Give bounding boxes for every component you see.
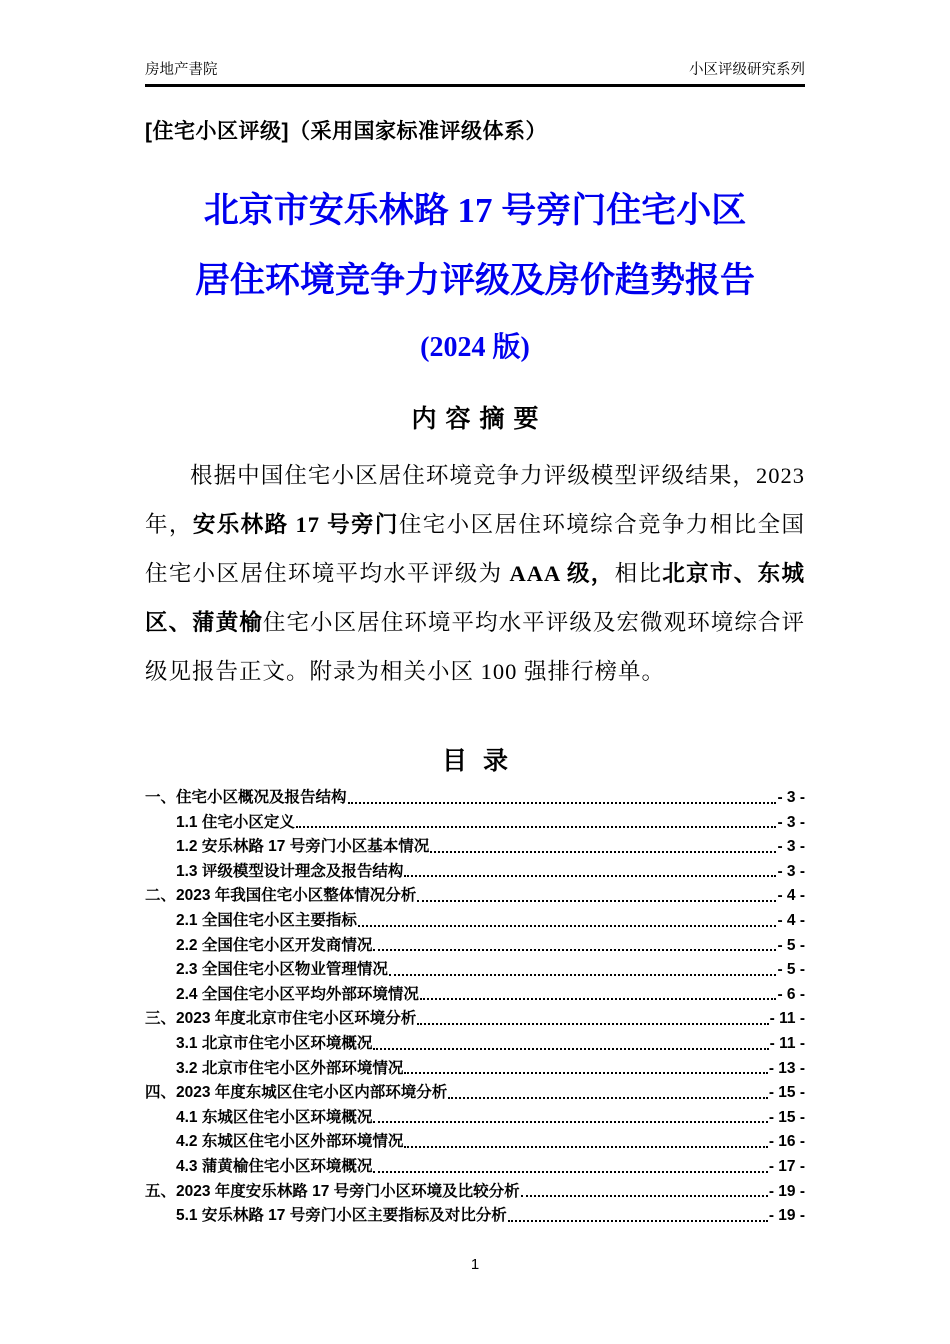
toc-entry[interactable]	[145, 1056, 805, 1081]
toc-entry[interactable]	[145, 1031, 805, 1056]
toc-entry-label: 2.3 全国住宅小区物业管理情况	[176, 961, 388, 979]
toc-entry-label: 五、2023 年度安乐林路 17 号旁门小区环境及比较分析	[145, 1182, 520, 1200]
classification-note: [住宅小区评级]（采用国家标准评级体系）	[145, 120, 547, 143]
toc-entry-label: 二、2023 年我国住宅小区整体情况分析	[145, 887, 417, 905]
toc-entry[interactable]	[145, 1154, 805, 1179]
toc-entry-page: - 11 -	[769, 1034, 805, 1052]
toc-entry[interactable]	[145, 1105, 805, 1130]
toc-leader-dots	[417, 900, 776, 902]
toc-entry-label: 3.1 北京市住宅小区环境概况	[176, 1034, 373, 1052]
abstract-text-bold: 安乐林路 17 号旁门	[192, 512, 399, 537]
toc-entry-page: - 5 -	[777, 936, 805, 954]
toc-leader-dots	[404, 875, 776, 877]
report-edition: (2024 版)	[420, 332, 530, 363]
toc-leader-dots	[521, 1195, 768, 1197]
abstract-text-bold: AAA 级，	[509, 561, 615, 586]
running-header	[145, 58, 805, 87]
toc-entry[interactable]	[145, 1080, 805, 1105]
toc-leader-dots	[508, 1220, 768, 1222]
abstract-text: 住宅小区居住环境平均水平评级及宏微观环境综合评级见报告正文。附录为相关小区 100 强排行榜单。	[145, 610, 805, 684]
toc-entry[interactable]	[145, 1203, 805, 1228]
toc-entry-page: - 16 -	[768, 1133, 805, 1151]
toc-leader-dots	[420, 998, 777, 1000]
toc-entry-page: - 3 -	[777, 813, 805, 831]
toc-entry-page: - 5 -	[777, 961, 805, 979]
page-number: 1	[470, 1256, 480, 1273]
title-block	[145, 189, 805, 367]
toc-entry[interactable]	[145, 933, 805, 958]
toc-entry-label: 1.2 安乐林路 17 号旁门小区基本情况	[176, 838, 430, 856]
abstract-text-bold: 北京市、东城区、蒲黄榆	[145, 561, 805, 635]
toc-entry-page: - 4 -	[777, 887, 805, 905]
toc-entry-label: 2.4 全国住宅小区平均外部环境情况	[176, 985, 419, 1003]
toc-entry-label: 一、住宅小区概况及报告结构	[145, 789, 347, 806]
toc-entry-page: - 13 -	[768, 1059, 805, 1077]
toc-entry-page: - 6 -	[777, 985, 805, 1003]
toc-entry-label: 2.1 全国住宅小区主要指标	[176, 911, 357, 929]
toc-leader-dots	[373, 949, 776, 951]
toc-leader-dots	[448, 1097, 768, 1099]
toc-entry[interactable]	[145, 785, 805, 810]
toc-entry-page: - 11 -	[769, 1010, 805, 1028]
header-right-text: 小区评级研究系列	[689, 62, 805, 78]
toc-leader-dots	[358, 925, 777, 927]
toc-leader-dots	[348, 802, 777, 804]
toc-entry-page: - 19 -	[768, 1182, 805, 1200]
toc-leader-dots	[373, 1048, 768, 1050]
toc-heading: 目录	[441, 747, 524, 775]
toc-leader-dots	[389, 974, 777, 976]
abstract-text: 根据中国住宅小区居住环境竞争力评级模型评级结果，2023 年，	[145, 463, 805, 537]
toc-leader-dots	[373, 1171, 767, 1173]
toc-entry-page: - 3 -	[777, 838, 805, 856]
toc-entry[interactable]	[145, 908, 805, 933]
toc-leader-dots	[430, 851, 776, 853]
toc-entry[interactable]	[145, 859, 805, 884]
toc-entry[interactable]	[145, 1006, 805, 1031]
toc-entry-page: - 19 -	[768, 1207, 805, 1225]
toc-entry-label: 三、2023 年度北京市住宅小区环境分析	[145, 1010, 417, 1028]
toc-leader-dots	[417, 1023, 768, 1025]
toc-leader-dots	[404, 1072, 767, 1074]
toc-entry[interactable]	[145, 883, 805, 908]
toc-entry-label: 4.1 东城区住宅小区环境概况	[176, 1108, 373, 1126]
toc-entry[interactable]	[145, 957, 805, 982]
toc-entry-page: - 15 -	[768, 1084, 805, 1102]
toc-entry-page: - 15 -	[768, 1108, 805, 1126]
toc-entry[interactable]	[145, 834, 805, 859]
toc-list	[145, 785, 805, 1228]
toc-entry-page: - 3 -	[777, 789, 805, 806]
toc-leader-dots	[296, 826, 777, 828]
abstract-paragraph	[145, 451, 805, 696]
toc-entry-label: 3.2 北京市住宅小区外部环境情况	[176, 1059, 404, 1077]
toc-entry[interactable]	[145, 810, 805, 835]
toc-entry-label: 4.2 东城区住宅小区外部环境情况	[176, 1133, 404, 1151]
toc-entry[interactable]	[145, 1129, 805, 1154]
abstract-heading: 内容摘要	[411, 405, 548, 433]
toc-entry-label: 4.3 蒲黄榆住宅小区环境概况	[176, 1157, 373, 1175]
toc-entry-label: 2.2 全国住宅小区开发商情况	[176, 936, 373, 954]
report-title-line-1: 北京市安乐林路 17 号旁门住宅小区	[203, 191, 747, 230]
toc-entry-page: - 3 -	[777, 862, 805, 880]
toc-entry[interactable]	[145, 982, 805, 1007]
toc-leader-dots	[373, 1121, 767, 1123]
abstract-text: 住宅小区居住环境综合竞争力相比全国住宅小区居住环境平均水平评级为	[145, 512, 805, 586]
report-title-line-2: 居住环境竞争力评级及房价趋势报告	[194, 261, 755, 300]
abstract-text: 相比	[614, 561, 663, 586]
header-left-text: 房地产書院	[145, 62, 218, 78]
toc-entry-page: - 17 -	[768, 1157, 805, 1175]
toc-entry[interactable]	[145, 1179, 805, 1204]
toc-entry-label: 1.3 评级模型设计理念及报告结构	[176, 862, 404, 880]
toc-entry-label: 四、2023 年度东城区住宅小区内部环境分析	[145, 1084, 448, 1102]
toc-leader-dots	[404, 1146, 767, 1148]
toc-entry-label: 1.1 住宅小区定义	[176, 813, 295, 831]
toc-entry-page: - 4 -	[777, 911, 805, 929]
toc-entry-label: 5.1 安乐林路 17 号旁门小区主要指标及对比分析	[176, 1207, 507, 1225]
